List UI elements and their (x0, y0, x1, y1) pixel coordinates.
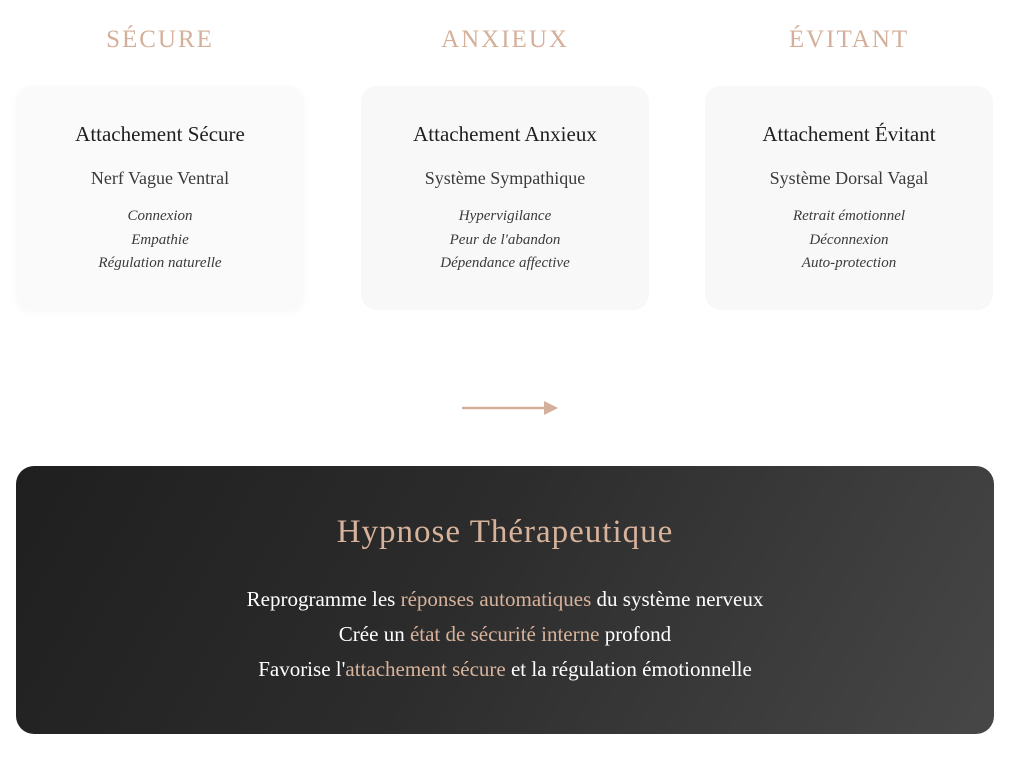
benefit-text: Reprogramme les (246, 587, 401, 611)
right-arrow-icon (462, 398, 560, 418)
benefit-line (16, 617, 994, 652)
trait-item: Régulation naturelle (98, 255, 222, 271)
benefit-highlight: état de sécurité interne (409, 622, 600, 646)
trait-item: Hypervigilance (458, 208, 552, 224)
benefit-text: du système nerveux (591, 587, 764, 611)
trait-item: Déconnexion (809, 231, 889, 248)
benefit-text: Crée un (338, 622, 410, 646)
hypnosis-panel (16, 466, 994, 734)
card-secure-attachment (16, 86, 304, 310)
card-nervous-system: Système Dorsal Vagal (769, 168, 929, 188)
trait-item: Dépendance affective (440, 255, 570, 271)
card-anxious-attachment (361, 86, 649, 310)
benefit-highlight: réponses automatiques (400, 587, 592, 611)
card-title: Attachement Évitant (762, 122, 936, 146)
column-label-secure: SÉCURE (106, 26, 214, 53)
trait-item: Empathie (131, 231, 189, 248)
card-nervous-system: Nerf Vague Ventral (90, 168, 230, 188)
card-title: Attachement Sécure (75, 122, 245, 146)
card-traits-list (705, 205, 993, 276)
trait-item: Auto-protection (801, 255, 897, 271)
benefit-highlight: attachement sécure (345, 657, 506, 681)
trait-item: Retrait émotionnel (792, 208, 906, 224)
benefit-line (16, 582, 994, 617)
card-title: Attachement Anxieux (413, 122, 597, 146)
benefit-line (16, 652, 994, 687)
column-label-anxious: ANXIEUX (441, 26, 569, 53)
trait-item: Connexion (127, 208, 193, 224)
benefit-text: Favorise l' (258, 657, 346, 681)
card-traits-list (361, 205, 649, 276)
column-label-avoidant: ÉVITANT (788, 26, 910, 53)
benefit-text: et la régulation émotionnelle (505, 657, 752, 681)
arrow-head (544, 401, 558, 415)
card-traits-list (16, 205, 304, 276)
panel-title: Hypnose Thérapeutique (336, 514, 674, 550)
trait-item: Peur de l'abandon (449, 231, 561, 248)
benefits-list (16, 582, 994, 687)
card-avoidant-attachment (705, 86, 993, 310)
benefit-text: profond (599, 622, 672, 646)
card-nervous-system: Système Sympathique (424, 168, 586, 188)
